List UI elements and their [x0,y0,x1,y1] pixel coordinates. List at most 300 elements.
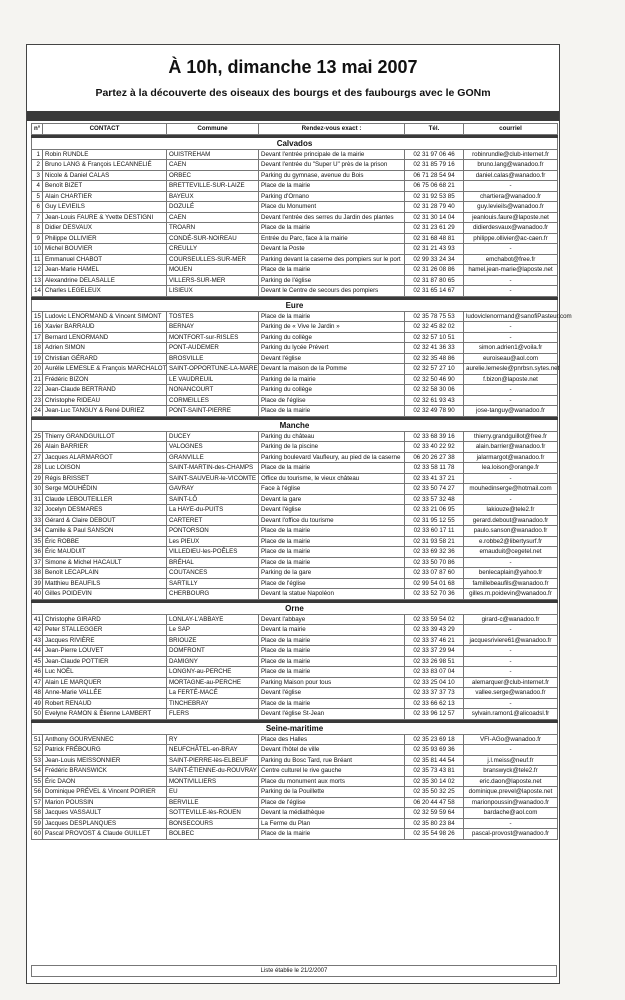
email: aurelie.lemesle@pnrbsn.sytes.net [464,364,558,375]
phone: 02 31 97 06 46 [405,149,464,160]
meeting-place: Devant l'église St-Jean [259,709,405,720]
meeting-place: Devant la Poste [259,244,405,255]
table-row [32,494,558,505]
region-name: Manche [32,419,558,431]
email: - [464,181,558,192]
table-row [32,343,558,354]
phone: 02 33 07 87 60 [405,568,464,579]
contact-name: Jean-Louis FAURE & Yvette DESTIGNI [43,212,167,223]
commune: CAEN [167,160,259,171]
table-row [32,766,558,777]
commune: LONLAY-L'ABBAYE [167,614,259,625]
row-number: 33 [32,515,43,526]
row-number: 57 [32,797,43,808]
email: guy.levieils@wanadoo.fr [464,202,558,213]
col-rdv-header: Rendez-vous exact : [259,124,405,135]
meeting-place: Office du tourisme, le vieux château [259,473,405,484]
contact-name: Éric ROBBE [43,536,167,547]
row-number: 41 [32,614,43,625]
commune: VALOGNES [167,442,259,453]
contact-name: Jacques DESPLANQUES [43,818,167,829]
region-header-row [32,602,558,614]
table-row [32,709,558,720]
table-row [32,254,558,265]
row-number: 37 [32,557,43,568]
phone: 02 32 50 46 90 [405,374,464,385]
meeting-place: Parking de la mairie [259,374,405,385]
table-row [32,698,558,709]
phone: 02 31 93 58 21 [405,536,464,547]
meeting-place: Place de la mairie [259,265,405,276]
commune: DOZULÉ [167,202,259,213]
commune: TINCHEBRAY [167,698,259,709]
contact-name: Evelyne RAMON & Étienne LAMBERT [43,709,167,720]
row-number: 3 [32,170,43,181]
row-number: 23 [32,395,43,406]
commune: BRÉHAL [167,557,259,568]
table-row [32,526,558,537]
commune: NEUFCHÂTEL-en-BRAY [167,745,259,756]
table-row [32,431,558,442]
email: daniel.calas@wanadoo.fr [464,170,558,181]
commune: SAINT-PIERRE-lès-ELBEUF [167,755,259,766]
email: - [464,244,558,255]
row-number: 50 [32,709,43,720]
phone: 02 31 23 61 29 [405,223,464,234]
row-number: 20 [32,364,43,375]
row-number: 46 [32,667,43,678]
phone: 02 33 50 74 27 [405,484,464,495]
commune: BAYEUX [167,191,259,202]
phone: 02 33 96 12 57 [405,709,464,720]
table-row [32,484,558,495]
meeting-place: Devant l'abbaye [259,614,405,625]
meeting-place: Parking du collège [259,332,405,343]
meeting-place: Parking du château [259,431,405,442]
email: - [464,286,558,297]
email: robinrundle@club-internet.fr [464,149,558,160]
email: - [464,385,558,396]
email: bruno.lang@wanadoo.fr [464,160,558,171]
phone: 02 35 73 43 81 [405,766,464,777]
contact-name: Jean-Claude POTTIER [43,656,167,667]
commune: FLERS [167,709,259,720]
email: - [464,646,558,657]
email: jose-tanguy@wanadoo.fr [464,406,558,417]
contact-name: Matthieu BEAUFILS [43,578,167,589]
table-row [32,385,558,396]
contact-name: Robert RENAUD [43,698,167,709]
email: bardache@aol.com [464,808,558,819]
meeting-place: Parking de l'église [259,275,405,286]
meeting-place: Place de la mairie [259,829,405,840]
phone: 02 35 78 75 53 [405,311,464,322]
phone: 02 35 93 69 36 [405,745,464,756]
phone: 02 33 60 17 11 [405,526,464,537]
meeting-place: Parking du collège [259,385,405,396]
commune: MONTIVILLIERS [167,776,259,787]
email: e.robbe2@libertysurf.fr [464,536,558,547]
contact-name: Jean-Louis MEISSONNIER [43,755,167,766]
contact-name: Anne-Marie VALLÉE [43,688,167,699]
email: j.l.meiss@neuf.fr [464,755,558,766]
table-row [32,463,558,474]
phone: 02 32 58 30 06 [405,385,464,396]
meeting-place: Parking du gymnase, avenue du Bois [259,170,405,181]
phone: 02 32 57 27 10 [405,364,464,375]
row-number: 53 [32,755,43,766]
table-row [32,734,558,745]
commune: MOUEN [167,265,259,276]
col-tel-header: Tél. [405,124,464,135]
table-row [32,191,558,202]
commune: LONGNY-au-PERCHE [167,667,259,678]
table-row [32,614,558,625]
row-number: 31 [32,494,43,505]
table-row [32,797,558,808]
commune: CREULLY [167,244,259,255]
region-header-row [32,419,558,431]
commune: GRANVILLE [167,452,259,463]
row-number: 18 [32,343,43,354]
contact-name: Jacques RIVIÈRE [43,635,167,646]
meeting-place: Place de la mairie [259,311,405,322]
footer-note: Liste établie le 21/2/2007 [31,965,557,977]
table-row [32,233,558,244]
contact-name: Christophe GIRARD [43,614,167,625]
table-row [32,353,558,364]
meeting-place: Place de la mairie [259,463,405,474]
meeting-place: Place de la mairie [259,667,405,678]
meeting-place: Place de la mairie [259,406,405,417]
commune: NONANCOURT [167,385,259,396]
email: philippe.ollivier@ac-caen.fr [464,233,558,244]
phone: 02 99 54 01 68 [405,578,464,589]
email: - [464,656,558,667]
col-email-header: courriel [464,124,558,135]
email: simon.adrien1@voila.fr [464,343,558,354]
email: - [464,473,558,484]
phone: 02 33 50 70 86 [405,557,464,568]
commune: PONT-AUDEMER [167,343,259,354]
meeting-place: Parking boulevard Vaufleury, au pied de la caserne [259,452,405,463]
row-number: 9 [32,233,43,244]
email: girard-c@wanadoo.fr [464,614,558,625]
commune: CAEN [167,212,259,223]
meeting-place: Place de l'église [259,578,405,589]
contact-name: Pascal PROVOST & Claude GUILLET [43,829,167,840]
email: alemarquer@club-internet.fr [464,677,558,688]
commune: BROSVILLE [167,353,259,364]
phone: 02 33 37 37 73 [405,688,464,699]
email: pascal-provost@wanadoo.fr [464,829,558,840]
table-row [32,667,558,678]
commune: DAMIGNY [167,656,259,667]
commune: DUCEY [167,431,259,442]
meeting-place: Place de la mairie [259,698,405,709]
meeting-place: Entrée du Parc, face à la mairie [259,233,405,244]
meeting-place: Parking de la Pouillette [259,787,405,798]
table-row [32,286,558,297]
row-number: 6 [32,202,43,213]
contact-name: Aurélie LEMESLE & François MARCHALOT [43,364,167,375]
phone: 02 31 68 48 81 [405,233,464,244]
document-sheet [26,44,572,984]
email: chartiera@wanadoo.fr [464,191,558,202]
table-row [32,776,558,787]
phone: 02 35 23 69 18 [405,734,464,745]
meeting-place: Place de la mairie [259,526,405,537]
email: alain.barrier@wanadoo.fr [464,442,558,453]
table-row [32,149,558,160]
phone: 02 35 81 44 54 [405,755,464,766]
row-number: 59 [32,818,43,829]
phone: 02 31 87 80 65 [405,275,464,286]
meeting-place: Centre culturel le rive gauche [259,766,405,777]
phone: 06 75 06 68 21 [405,181,464,192]
table-row [32,818,558,829]
meeting-place: Parking devant la caserne des pompiers sur le port [259,254,405,265]
contact-name: Bernard LENORMAND [43,332,167,343]
commune: VILLERS-SUR-MER [167,275,259,286]
phone: 02 31 95 12 55 [405,515,464,526]
email: - [464,494,558,505]
email: ludoviclenormand@sanofiPasteur.com [464,311,558,322]
table-row [32,364,558,375]
table-row [32,202,558,213]
table-row [32,625,558,636]
col-num-header: n° [32,124,43,135]
contact-name: Régis BRISSET [43,473,167,484]
email: gerard.debout@wanadoo.fr [464,515,558,526]
table-row [32,808,558,819]
meeting-place: Devant l'église [259,353,405,364]
email: emauduit@cegetel.net [464,547,558,558]
row-number: 12 [32,265,43,276]
commune: SAINT-MARTIN-des-CHAMPS [167,463,259,474]
email: - [464,667,558,678]
meeting-place: Devant l'église [259,505,405,516]
row-number: 34 [32,526,43,537]
contact-name: Camille & Paul SANSON [43,526,167,537]
meeting-place: Place de la mairie [259,646,405,657]
region-header-row [32,722,558,734]
email: jacquesriviere61@wanadoo.fr [464,635,558,646]
row-number: 14 [32,286,43,297]
email: lakiouze@tele2.fr [464,505,558,516]
contact-name: Jean-Claude BERTRAND [43,385,167,396]
email: famillebeaufils@wanadoo.fr [464,578,558,589]
table-row [32,223,558,234]
commune: Le SAP [167,625,259,636]
contact-name: Jocelyn DESMARES [43,505,167,516]
row-number: 16 [32,322,43,333]
email: thierry.grandguillot@free.fr [464,431,558,442]
table-row [32,646,558,657]
meeting-place: Devant l'entrée principale de la mairie [259,149,405,160]
meeting-place: Devant la médiathèque [259,808,405,819]
meeting-place: Devant l'entrée des serres du Jardin des plantes [259,212,405,223]
commune: EU [167,787,259,798]
row-number: 1 [32,149,43,160]
meeting-place: Devant l'office du tourisme [259,515,405,526]
contact-name: Christian GÉRARD [43,353,167,364]
commune: BONSECOURS [167,818,259,829]
email: - [464,557,558,568]
commune: GAVRAY [167,484,259,495]
row-number: 27 [32,452,43,463]
meeting-place: Place de la mairie [259,557,405,568]
row-number: 29 [32,473,43,484]
contact-name: Thierry GRANDGUILLOT [43,431,167,442]
meeting-place: Devant l'entrée du "Super U" près de la prison [259,160,405,171]
contact-name: Emmanuel CHABOT [43,254,167,265]
col-contact-header: CONTACT [43,124,167,135]
row-number: 38 [32,568,43,579]
row-number: 7 [32,212,43,223]
table-row [32,473,558,484]
email: f.bizon@laposte.net [464,374,558,385]
row-number: 25 [32,431,43,442]
phone: 02 33 21 06 95 [405,505,464,516]
commune: SAINT-LÔ [167,494,259,505]
table-row [32,688,558,699]
header-bar [27,111,559,121]
email: VFI-AGo@wanadoo.fr [464,734,558,745]
table-row [32,787,558,798]
table-row [32,170,558,181]
contact-name: Charles LEGELEUX [43,286,167,297]
email: - [464,745,558,756]
email: - [464,395,558,406]
contact-name: Alain LE MARQUER [43,677,167,688]
phone: 02 31 30 14 04 [405,212,464,223]
table-row [32,406,558,417]
table-row [32,515,558,526]
email: - [464,322,558,333]
commune: DOMFRONT [167,646,259,657]
email: lea.loison@orange.fr [464,463,558,474]
phone: 02 33 59 54 02 [405,614,464,625]
email: jeanlouis.faure@laposte.net [464,212,558,223]
email: gilles.m.poidevin@wanadoo.fr [464,589,558,600]
meeting-place: Place de l'église [259,797,405,808]
commune: MORTAGNE-au-PERCHE [167,677,259,688]
commune: PONT-SAINT-PIERRE [167,406,259,417]
contact-name: Frédéric BRANSWICK [43,766,167,777]
col-commune-header: Commune [167,124,259,135]
commune: BRIOUZE [167,635,259,646]
row-number: 35 [32,536,43,547]
phone: 02 32 49 78 90 [405,406,464,417]
email: sylvain.ramon1@alicoadsl.fr [464,709,558,720]
email: - [464,698,558,709]
row-number: 10 [32,244,43,255]
region-name: Seine-maritime [32,722,558,734]
phone: 02 32 35 48 86 [405,353,464,364]
email: emchabot@free.fr [464,254,558,265]
commune: TOSTES [167,311,259,322]
meeting-place: Devant l'hôtel de ville [259,745,405,756]
row-number: 17 [32,332,43,343]
contact-name: Jean-Pierre LOUVET [43,646,167,657]
phone: 02 33 37 29 94 [405,646,464,657]
phone: 02 32 59 59 64 [405,808,464,819]
row-number: 60 [32,829,43,840]
phone: 02 31 28 79 40 [405,202,464,213]
meeting-place: Devant l'église [259,688,405,699]
email: didierdesvaux@wanadoo.fr [464,223,558,234]
table-row [32,568,558,579]
meeting-place: Place du monument aux morts [259,776,405,787]
meeting-place: Place de l'église [259,395,405,406]
row-number: 5 [32,191,43,202]
row-number: 26 [32,442,43,453]
row-number: 2 [32,160,43,171]
table-row [32,755,558,766]
commune: MONTFORT-sur-RISLES [167,332,259,343]
table-body [32,134,572,839]
contacts-table [31,123,572,840]
table-row [32,395,558,406]
contact-name: Peter STALLEGGER [43,625,167,636]
email: - [464,332,558,343]
meeting-place: Parking du lycée Prévert [259,343,405,354]
row-number: 52 [32,745,43,756]
table-row [32,452,558,463]
phone: 02 35 50 32 25 [405,787,464,798]
commune: OUISTREHAM [167,149,259,160]
table-row [32,656,558,667]
phone: 02 31 26 08 86 [405,265,464,276]
contact-name: Jean-Marie HAMEL [43,265,167,276]
phone: 02 35 30 14 02 [405,776,464,787]
email: benlecaplain@yahoo.fr [464,568,558,579]
contact-name: Luc NOËL [43,667,167,678]
contact-name: Anthony GOURVENNEC [43,734,167,745]
table-row [32,160,558,171]
commune: CONDÉ-SUR-NOIREAU [167,233,259,244]
phone: 02 31 85 79 16 [405,160,464,171]
contact-name: Alain BARRIER [43,442,167,453]
meeting-place: Place du Monument [259,202,405,213]
meeting-place: Devant la statue Napoléon [259,589,405,600]
row-number: 30 [32,484,43,495]
row-number: 40 [32,589,43,600]
email: paulo.sanson@wanadoo.fr [464,526,558,537]
meeting-place: Place de la mairie [259,656,405,667]
phone: 02 31 21 43 93 [405,244,464,255]
commune: ORBEC [167,170,259,181]
contact-name: Didier DESVAUX [43,223,167,234]
commune: COURSEULLES-SUR-MER [167,254,259,265]
contact-name: Gérard & Claire DEBOUT [43,515,167,526]
row-number: 45 [32,656,43,667]
meeting-place: Place de la mairie [259,635,405,646]
commune: BOLBEC [167,829,259,840]
commune: SARTILLY [167,578,259,589]
meeting-place: Place de la mairie [259,536,405,547]
phone: 06 20 44 47 58 [405,797,464,808]
phone: 02 31 92 53 85 [405,191,464,202]
phone: 02 33 25 04 10 [405,677,464,688]
phone: 02 33 69 32 36 [405,547,464,558]
commune: RY [167,734,259,745]
row-number: 11 [32,254,43,265]
commune: BERVILLE [167,797,259,808]
table-row [32,589,558,600]
phone: 06 20 26 27 38 [405,452,464,463]
